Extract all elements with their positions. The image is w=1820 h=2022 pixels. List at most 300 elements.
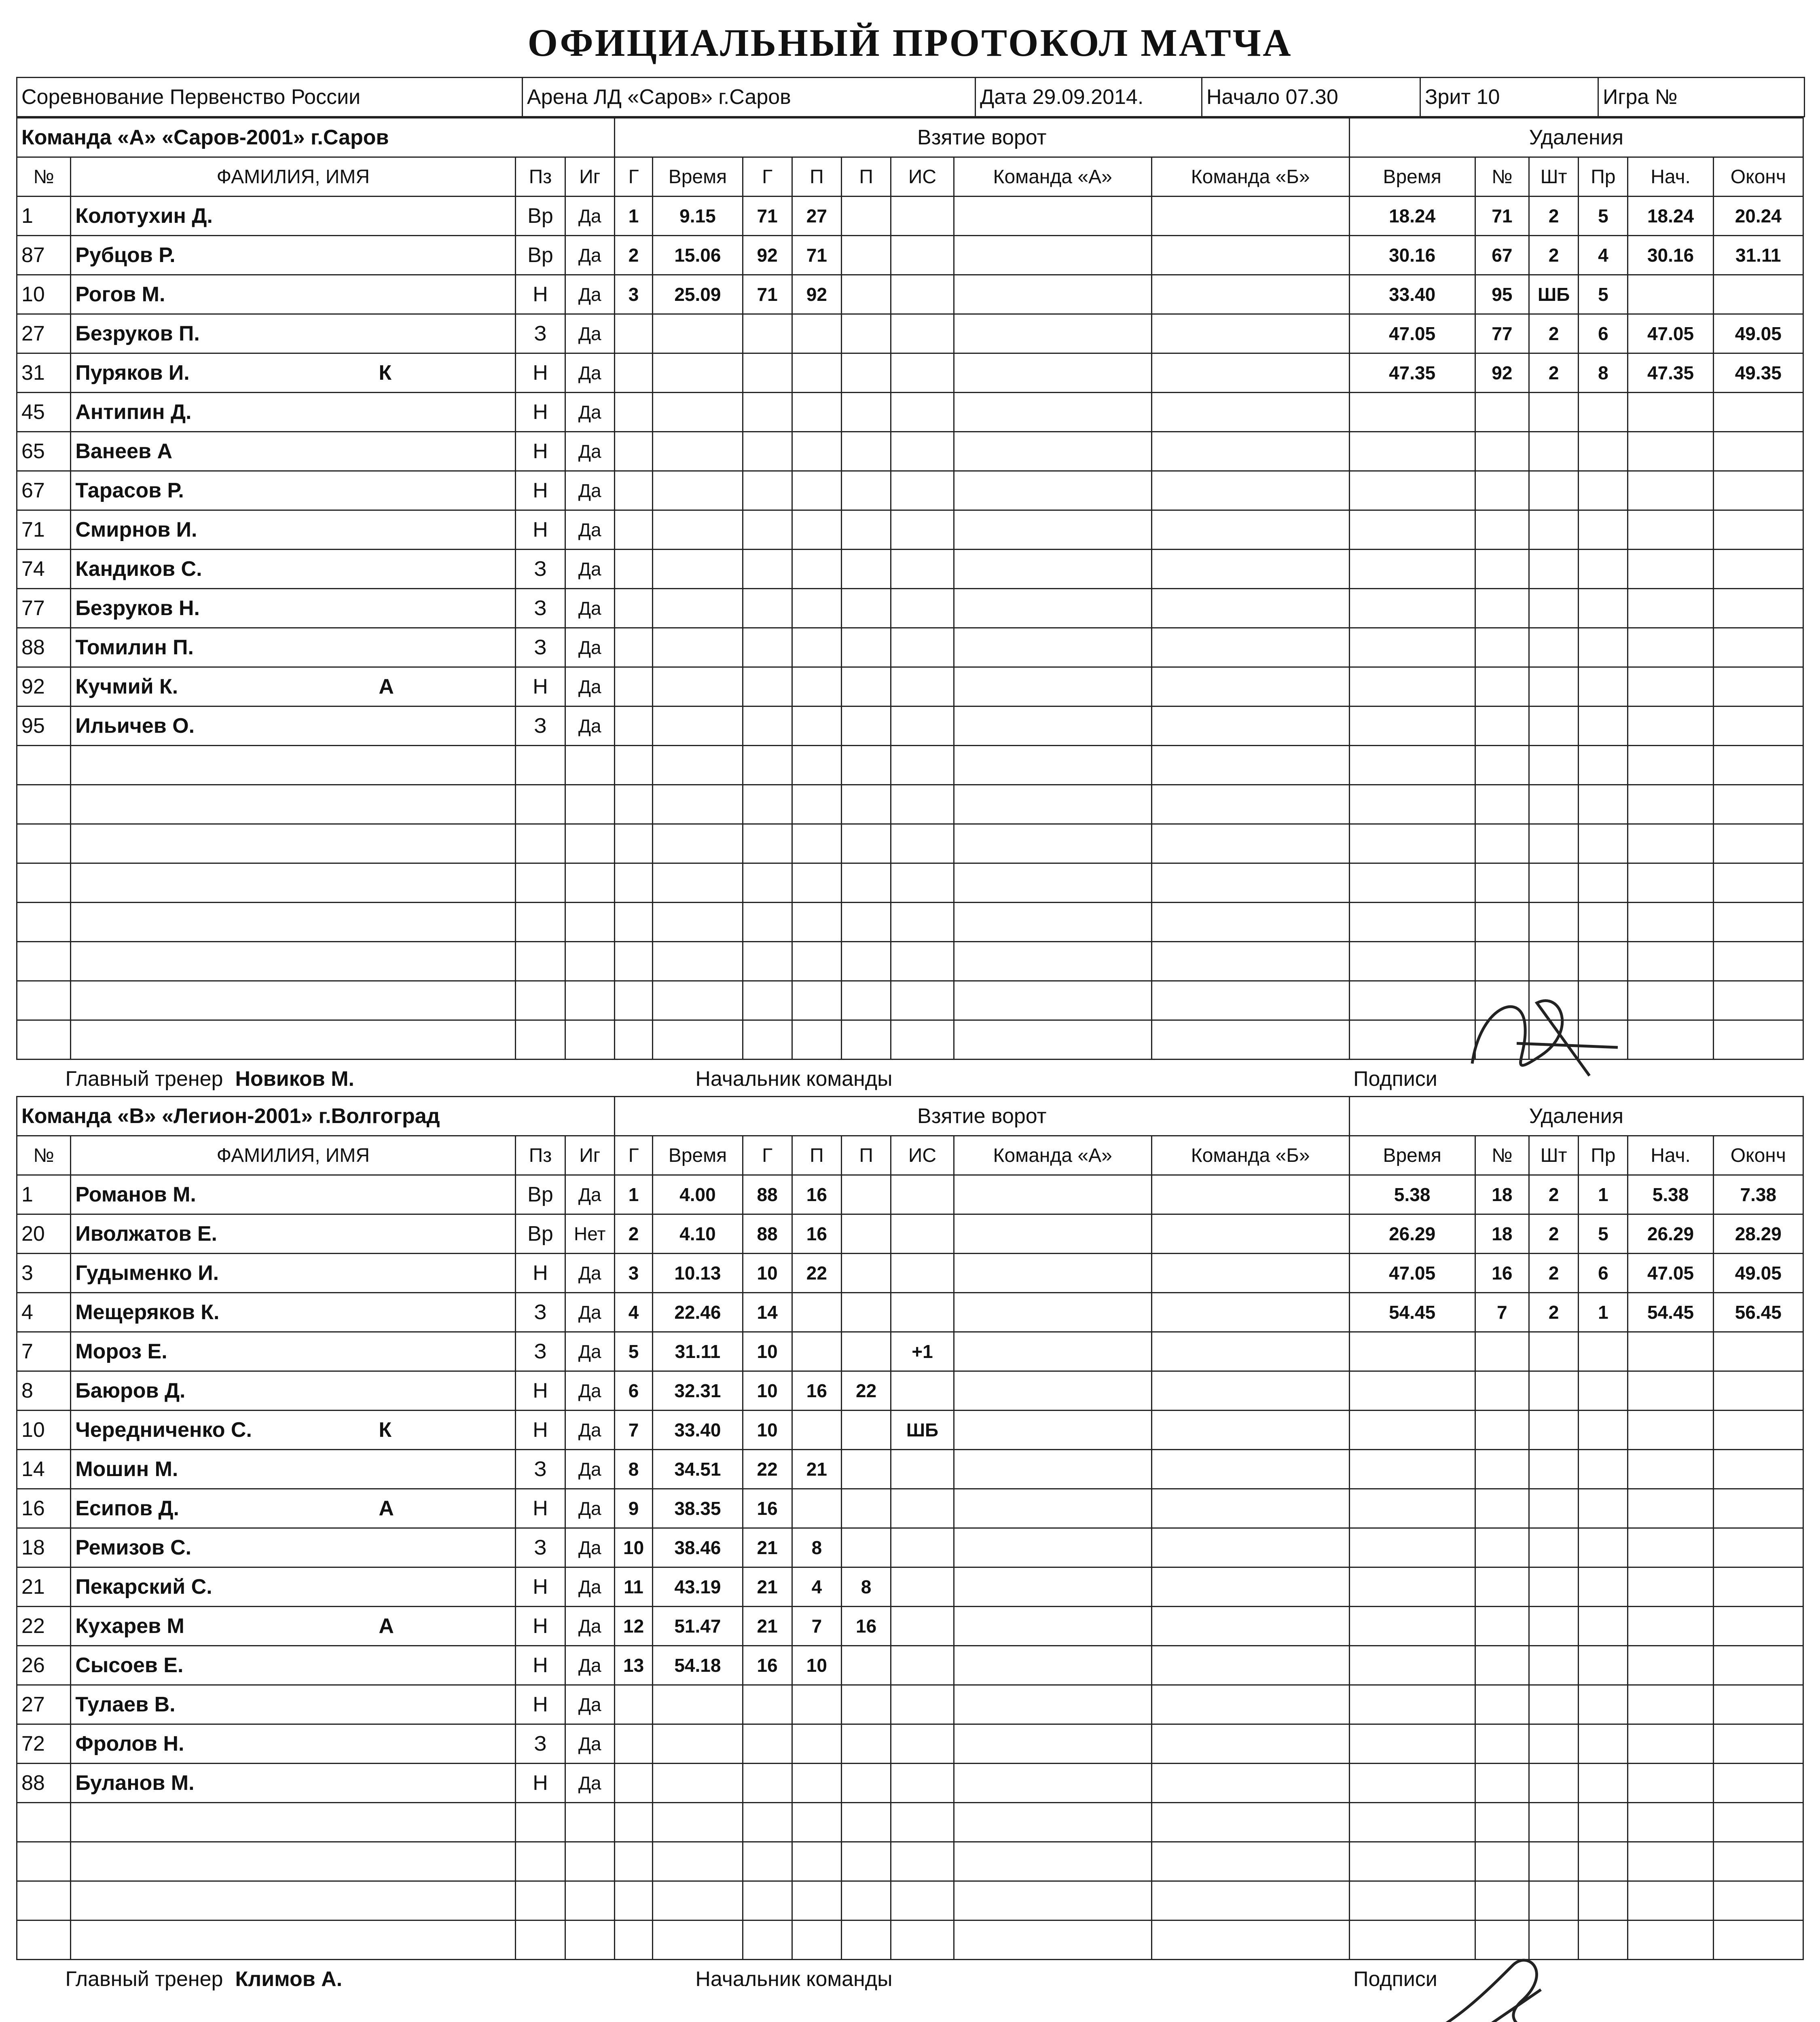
penalty-end (1713, 1842, 1803, 1881)
player-position (516, 903, 565, 942)
player-name (71, 1764, 516, 1803)
penalty-end (1713, 1567, 1803, 1607)
goal-team-a (954, 1254, 1151, 1293)
col-header-num: № (17, 1136, 71, 1175)
goal-g: 3 (614, 275, 652, 314)
player-position: Н (516, 1411, 565, 1450)
goal-team-a (954, 746, 1151, 785)
table-row (17, 1371, 1803, 1411)
penalty-time: 47.05 (1349, 314, 1475, 353)
goal-team-a (954, 1411, 1151, 1450)
penalty-num (1475, 432, 1529, 471)
penalty-end (1713, 1920, 1803, 1960)
goal-time (653, 746, 743, 785)
table-row (17, 1411, 1803, 1450)
goal-team-b (1151, 667, 1349, 706)
penalty-start: 47.05 (1628, 1254, 1713, 1293)
player-name (71, 1920, 516, 1960)
match-start: Начало 07.30 (1202, 78, 1420, 117)
goal-p2: 8 (841, 1567, 891, 1607)
penalty-time (1349, 1489, 1475, 1528)
penalty-num: 92 (1475, 353, 1529, 393)
goal-gg: 88 (743, 1214, 792, 1254)
col-header-pen-min: Шт (1529, 157, 1579, 197)
goal-p1 (792, 903, 841, 942)
penalty-min (1529, 746, 1579, 785)
player-number (17, 785, 71, 824)
goal-p2 (841, 1489, 891, 1528)
penalty-num: 18 (1475, 1214, 1529, 1254)
goal-team-b (1151, 197, 1349, 236)
table-row (17, 236, 1803, 275)
goal-p2 (841, 1881, 891, 1920)
penalty-reason (1579, 432, 1628, 471)
col-header-time: Время (653, 157, 743, 197)
goal-is (891, 393, 954, 432)
goal-p1 (792, 510, 841, 550)
penalty-start (1628, 667, 1713, 706)
goal-g: 5 (614, 1332, 652, 1371)
goal-g: 10 (614, 1528, 652, 1567)
goal-team-a (954, 1175, 1151, 1214)
penalty-time (1349, 550, 1475, 589)
player-role: К (379, 361, 392, 385)
penalty-num: 18 (1475, 1175, 1529, 1214)
penalty-end (1713, 1607, 1803, 1646)
player-position (516, 824, 565, 863)
goal-team-b (1151, 510, 1349, 550)
penalty-time (1349, 471, 1475, 510)
goal-p1 (792, 1803, 841, 1842)
player-position: Н (516, 432, 565, 471)
penalty-num (1475, 628, 1529, 667)
penalty-time (1349, 1567, 1475, 1607)
player-played (565, 863, 614, 903)
goal-gg (743, 981, 792, 1020)
goal-p2 (841, 550, 891, 589)
col-header-p1: П (792, 1136, 841, 1175)
player-position: Н (516, 1685, 565, 1724)
penalty-min: 2 (1529, 197, 1579, 236)
goal-p2 (841, 197, 891, 236)
goal-p2 (841, 1842, 891, 1881)
goal-p2 (841, 1646, 891, 1685)
player-name (71, 981, 516, 1020)
table-row (17, 706, 1803, 746)
col-header-p2: П (841, 157, 891, 197)
goal-gg (743, 903, 792, 942)
goal-team-b (1151, 432, 1349, 471)
player-number (17, 981, 71, 1020)
goal-gg (743, 824, 792, 863)
penalty-num (1475, 1607, 1529, 1646)
goal-team-b (1151, 1254, 1349, 1293)
goal-gg (743, 1842, 792, 1881)
goal-gg (743, 628, 792, 667)
player-number: 87 (17, 236, 71, 275)
table-row (17, 1293, 1803, 1332)
player-position (516, 746, 565, 785)
player-role: А (379, 675, 394, 698)
player-name (71, 197, 516, 236)
goal-gg (743, 863, 792, 903)
goal-team-b (1151, 236, 1349, 275)
table-row (17, 628, 1803, 667)
goal-g (614, 903, 652, 942)
goal-p2 (841, 706, 891, 746)
penalty-reason (1579, 746, 1628, 785)
penalty-min (1529, 1803, 1579, 1842)
table-row (17, 746, 1803, 785)
penalty-min: 2 (1529, 1293, 1579, 1332)
player-position: З (516, 589, 565, 628)
goal-time (653, 863, 743, 903)
goal-is (891, 275, 954, 314)
penalty-reason (1579, 589, 1628, 628)
penalty-num (1475, 471, 1529, 510)
goal-team-a (954, 1607, 1151, 1646)
goal-team-a (954, 667, 1151, 706)
penalty-start: 47.35 (1628, 353, 1713, 393)
player-position: Н (516, 1371, 565, 1411)
penalty-num (1475, 1842, 1529, 1881)
penalty-time (1349, 510, 1475, 550)
player-name-text: Безруков Н. (75, 596, 200, 620)
goal-time (653, 1764, 743, 1803)
goal-team-a (954, 236, 1151, 275)
penalty-min (1529, 1764, 1579, 1803)
penalty-time (1349, 1332, 1475, 1371)
goal-p1: 27 (792, 197, 841, 236)
penalty-start (1628, 1371, 1713, 1411)
player-name (71, 393, 516, 432)
player-played (565, 1803, 614, 1842)
goal-p1 (792, 1685, 841, 1724)
table-row (17, 1489, 1803, 1528)
goal-is (891, 1293, 954, 1332)
goal-g (614, 471, 652, 510)
penalty-start (1628, 471, 1713, 510)
player-played: Да (565, 628, 614, 667)
penalty-num (1475, 1724, 1529, 1764)
player-name (71, 903, 516, 942)
penalty-num (1475, 1764, 1529, 1803)
goal-p1 (792, 471, 841, 510)
goal-team-b (1151, 903, 1349, 942)
col-header-pen-start: Нач. (1628, 157, 1713, 197)
goal-time: 22.46 (653, 1293, 743, 1332)
penalty-num: 16 (1475, 1254, 1529, 1293)
penalty-end: 49.05 (1713, 1254, 1803, 1293)
goal-team-b (1151, 1020, 1349, 1060)
player-played (565, 981, 614, 1020)
goal-team-b (1151, 275, 1349, 314)
penalty-num (1475, 706, 1529, 746)
goal-p2 (841, 353, 891, 393)
goal-g: 1 (614, 197, 652, 236)
penalty-end (1713, 706, 1803, 746)
penalty-end (1713, 1332, 1803, 1371)
goal-team-b (1151, 785, 1349, 824)
table-row (17, 1764, 1803, 1803)
goal-p1 (792, 1411, 841, 1450)
player-number (17, 746, 71, 785)
player-position (516, 1920, 565, 1960)
penalty-time (1349, 1803, 1475, 1842)
player-name-text: Пуряков И. (75, 361, 190, 385)
penalty-start (1628, 1646, 1713, 1685)
goal-gg: 10 (743, 1332, 792, 1371)
player-number (17, 1920, 71, 1960)
player-position: Н (516, 1254, 565, 1293)
penalty-reason: 6 (1579, 1254, 1628, 1293)
penalty-reason (1579, 903, 1628, 942)
goal-is (891, 550, 954, 589)
goal-is (891, 1607, 954, 1646)
penalty-min (1529, 628, 1579, 667)
arena: Арена ЛД «Саров» г.Саров (523, 78, 976, 117)
goal-p1: 8 (792, 1528, 841, 1567)
col-header-time: Время (653, 1136, 743, 1175)
penalty-time (1349, 667, 1475, 706)
col-header-g: Г (614, 157, 652, 197)
goal-team-a (954, 471, 1151, 510)
col-header-num: № (17, 157, 71, 197)
player-name-text: Есипов Д. (75, 1497, 179, 1520)
goal-p2 (841, 314, 891, 353)
goal-team-a (954, 1920, 1151, 1960)
goal-gg (743, 393, 792, 432)
goal-time: 9.15 (653, 197, 743, 236)
goal-is (891, 903, 954, 942)
goal-g: 6 (614, 1371, 652, 1411)
penalty-min (1529, 785, 1579, 824)
penalties-header: Удаления (1349, 118, 1803, 157)
goal-time: 33.40 (653, 1411, 743, 1450)
goal-team-a (954, 1020, 1151, 1060)
penalty-time (1349, 1371, 1475, 1411)
goal-team-b (1151, 393, 1349, 432)
player-name-text: Рубцов Р. (75, 243, 176, 267)
penalty-reason (1579, 393, 1628, 432)
match-date: Дата 29.09.2014. (976, 78, 1202, 117)
penalty-reason (1579, 785, 1628, 824)
match-header (16, 77, 1805, 117)
goal-is (891, 785, 954, 824)
goal-team-a (954, 1567, 1151, 1607)
penalty-time (1349, 746, 1475, 785)
penalty-min (1529, 1528, 1579, 1567)
goal-p1 (792, 981, 841, 1020)
col-header-pen-time: Время (1349, 1136, 1475, 1175)
penalty-time: 26.29 (1349, 1214, 1475, 1254)
goal-g (614, 863, 652, 903)
player-number (17, 1842, 71, 1881)
player-name-text: Колотухин Д. (75, 204, 213, 228)
player-name (71, 1293, 516, 1332)
penalty-min (1529, 550, 1579, 589)
penalty-min (1529, 1489, 1579, 1528)
penalty-start (1628, 275, 1713, 314)
table-row (17, 667, 1803, 706)
goal-p2 (841, 1332, 891, 1371)
player-name (71, 1842, 516, 1881)
col-header-pen-reason: Пр (1579, 1136, 1628, 1175)
penalty-num: 7 (1475, 1293, 1529, 1332)
player-number: 14 (17, 1450, 71, 1489)
goal-team-b (1151, 746, 1349, 785)
player-played (565, 746, 614, 785)
player-played: Да (565, 314, 614, 353)
player-name-text: Гудыменко И. (75, 1261, 219, 1285)
goal-p2 (841, 432, 891, 471)
player-name (71, 1332, 516, 1371)
penalty-end (1713, 824, 1803, 863)
goal-time (653, 314, 743, 353)
col-header-pen-num: № (1475, 157, 1529, 197)
goal-gg: 16 (743, 1646, 792, 1685)
penalty-time: 47.35 (1349, 353, 1475, 393)
goal-time (653, 353, 743, 393)
penalty-reason (1579, 1607, 1628, 1646)
table-row (17, 863, 1803, 903)
penalty-time (1349, 1724, 1475, 1764)
goal-p1: 16 (792, 1175, 841, 1214)
player-position: Н (516, 1567, 565, 1607)
player-position: Н (516, 393, 565, 432)
player-name (71, 1528, 516, 1567)
goal-g (614, 393, 652, 432)
penalty-start (1628, 1881, 1713, 1920)
player-position: Н (516, 471, 565, 510)
player-played: Да (565, 1450, 614, 1489)
penalty-num (1475, 824, 1529, 863)
table-row (17, 1450, 1803, 1489)
goal-team-b (1151, 589, 1349, 628)
goal-time: 31.11 (653, 1332, 743, 1371)
penalty-start (1628, 785, 1713, 824)
goal-gg: 92 (743, 236, 792, 275)
player-played: Да (565, 432, 614, 471)
goal-is (891, 1685, 954, 1724)
goal-p1: 92 (792, 275, 841, 314)
col-header-played: Иг (565, 1136, 614, 1175)
goal-team-b (1151, 1332, 1349, 1371)
goal-is (891, 706, 954, 746)
goal-team-a (954, 1332, 1151, 1371)
player-position: Н (516, 1489, 565, 1528)
goal-p2 (841, 1764, 891, 1803)
goal-g (614, 746, 652, 785)
goal-p1 (792, 1842, 841, 1881)
player-number: 3 (17, 1254, 71, 1293)
goal-p2: 16 (841, 1607, 891, 1646)
penalty-num (1475, 1646, 1529, 1685)
penalty-reason (1579, 824, 1628, 863)
goal-time: 4.00 (653, 1175, 743, 1214)
player-name-text: Рогов М. (75, 283, 165, 306)
penalty-start (1628, 1411, 1713, 1450)
penalty-num (1475, 1411, 1529, 1450)
goal-p1 (792, 1332, 841, 1371)
player-played: Да (565, 1607, 614, 1646)
player-number: 88 (17, 1764, 71, 1803)
goal-team-a (954, 903, 1151, 942)
goal-team-a (954, 550, 1151, 589)
goal-p1 (792, 393, 841, 432)
goal-gg: 21 (743, 1567, 792, 1607)
goal-time (653, 706, 743, 746)
goal-gg: 22 (743, 1450, 792, 1489)
goal-time (653, 471, 743, 510)
col-header-team-b: Команда «Б» (1151, 1136, 1349, 1175)
player-name (71, 1254, 516, 1293)
col-header-played: Иг (565, 157, 614, 197)
goal-is (891, 471, 954, 510)
table-row (17, 275, 1803, 314)
goal-g: 2 (614, 236, 652, 275)
goal-team-b (1151, 1920, 1349, 1960)
penalty-start (1628, 1567, 1713, 1607)
penalty-min: 2 (1529, 353, 1579, 393)
goal-g (614, 1020, 652, 1060)
player-played: Да (565, 1175, 614, 1214)
penalty-num (1475, 589, 1529, 628)
penalty-start (1628, 589, 1713, 628)
goal-time (653, 589, 743, 628)
goal-p1 (792, 1489, 841, 1528)
team-b-table (16, 1096, 1804, 1998)
player-position: Вр (516, 236, 565, 275)
penalty-start: 54.45 (1628, 1293, 1713, 1332)
penalty-min (1529, 1724, 1579, 1764)
player-played: Да (565, 667, 614, 706)
goal-team-b (1151, 1371, 1349, 1411)
penalty-end (1713, 1646, 1803, 1685)
player-position (516, 1881, 565, 1920)
player-name-text: Кандиков С. (75, 557, 202, 581)
goal-p2 (841, 1020, 891, 1060)
penalty-start: 18.24 (1628, 197, 1713, 236)
player-name-text: Мещеряков К. (75, 1301, 220, 1324)
penalty-num (1475, 1371, 1529, 1411)
goal-time: 51.47 (653, 1607, 743, 1646)
player-name (71, 1685, 516, 1724)
penalty-end (1713, 1764, 1803, 1803)
penalty-end (1713, 432, 1803, 471)
goal-p2 (841, 393, 891, 432)
goal-p1 (792, 1724, 841, 1764)
penalty-start (1628, 1607, 1713, 1646)
penalty-time (1349, 1842, 1475, 1881)
goal-p2 (841, 746, 891, 785)
goal-gg (743, 785, 792, 824)
goal-gg (743, 550, 792, 589)
player-name (71, 510, 516, 550)
goal-p1 (792, 785, 841, 824)
player-position: Н (516, 667, 565, 706)
penalty-min (1529, 471, 1579, 510)
penalty-num (1475, 393, 1529, 432)
goal-time: 25.09 (653, 275, 743, 314)
penalty-num (1475, 903, 1529, 942)
goal-is (891, 1450, 954, 1489)
player-name (71, 1489, 516, 1528)
goal-p2 (841, 589, 891, 628)
goal-p2 (841, 1528, 891, 1567)
player-played: Да (565, 1293, 614, 1332)
goal-p2 (841, 824, 891, 863)
